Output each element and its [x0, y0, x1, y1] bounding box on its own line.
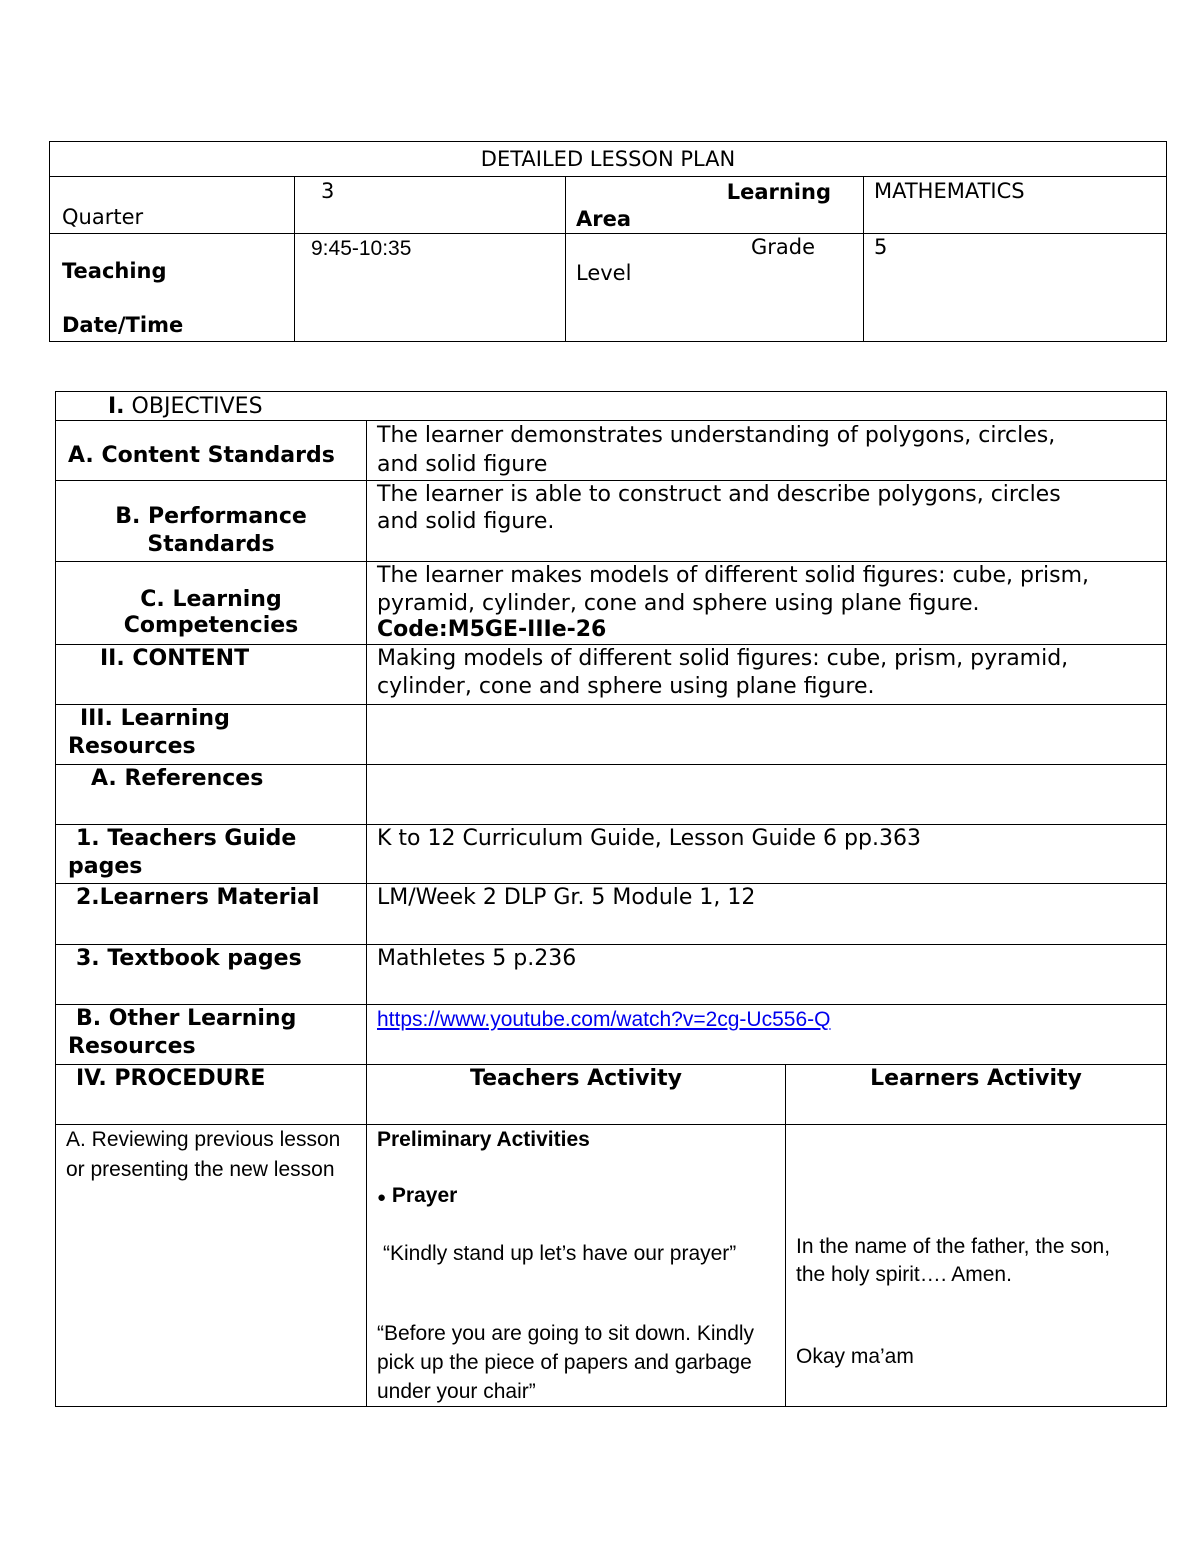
textbook-value-cell	[367, 945, 1167, 1005]
textbook-label-cell	[56, 945, 367, 1005]
performance-line-2: and solid figure.	[377, 509, 555, 534]
teaching-label-1: Teaching	[62, 259, 167, 283]
learners-material-value-cell	[367, 884, 1167, 945]
learning-area-value: MATHEMATICS	[874, 179, 1025, 203]
lesson-plan-title: DETAILED LESSON PLAN	[480, 147, 736, 171]
teacher-garbage-line-1: “Before you are going to sit down. Kindly	[377, 1322, 755, 1345]
teachers-activity-cell	[367, 1125, 786, 1407]
resources-label-cell	[56, 705, 367, 765]
teaching-value-cell	[295, 234, 566, 342]
performance-value-cell	[367, 481, 1167, 562]
grade-label-2: Level	[576, 261, 632, 285]
procedure-label-cell	[56, 1065, 367, 1125]
learners-activity-header-cell	[786, 1065, 1167, 1125]
learners-activity-cell	[786, 1125, 1167, 1407]
competencies-label-1: C. Learning	[140, 587, 282, 612]
quarter-value-cell	[295, 177, 566, 234]
learner-prayer-line-2: the holy spirit…. Amen.	[796, 1263, 1012, 1286]
content-standards-line-2: and solid figure	[377, 452, 548, 477]
quarter-value: 3	[321, 179, 335, 203]
textbook-value: Mathletes 5 p.236	[377, 946, 577, 971]
performance-label-1: B. Performance	[115, 504, 307, 529]
grade-label-cell	[566, 234, 864, 342]
performance-label-2: Standards	[147, 532, 275, 557]
content-label: II. CONTENT	[100, 646, 250, 671]
lesson-plan-table	[55, 391, 1167, 1407]
learners-material-value: LM/Week 2 DLP Gr. 5 Module 1, 12	[377, 885, 756, 910]
content-line-2: cylinder, cone and sphere using plane figure.	[377, 674, 875, 699]
teachers-guide-label-1: 1. Teachers Guide	[76, 826, 297, 851]
content-value-cell	[367, 645, 1167, 705]
teachers-guide-value-cell	[367, 825, 1167, 884]
step-a-label-1: A. Reviewing previous lesson	[66, 1128, 341, 1151]
teacher-garbage-line-2: pick up the piece of papers and garbage	[377, 1351, 752, 1374]
learning-area-value-cell	[864, 177, 1167, 234]
learning-area-label-2: Area	[576, 207, 632, 231]
content-standards-value-cell	[367, 421, 1167, 481]
learning-area-label-1: Learning	[726, 180, 831, 204]
references-empty-cell	[367, 765, 1167, 825]
learners-activity-header: Learners Activity	[870, 1066, 1082, 1091]
lesson-plan-title-cell	[50, 142, 1167, 177]
objectives-header-cell	[56, 392, 1167, 421]
content-label-cell	[56, 645, 367, 705]
references-label-cell	[56, 765, 367, 825]
performance-line-1: The learner is able to construct and describe polygons, circles	[377, 482, 1061, 507]
resources-label-1: III. Learning	[80, 706, 230, 731]
other-resources-value-cell	[367, 1005, 1167, 1065]
competencies-label-2: Competencies	[123, 613, 299, 638]
content-standards-label-cell	[56, 421, 367, 481]
learning-area-label-cell	[566, 177, 864, 234]
learners-material-label-cell	[56, 884, 367, 945]
teachers-activity-header-cell	[367, 1065, 786, 1125]
resources-empty-cell	[367, 705, 1167, 765]
competencies-line-1: The learner makes models of different solid figures: cube, prism,	[377, 563, 1090, 588]
learners-material-label: 2.Learners Material	[76, 885, 320, 910]
teaching-label-2: Date/Time	[62, 313, 184, 337]
preliminary-activities: Preliminary Activities	[377, 1128, 590, 1151]
competencies-code: Code:M5GE-IIIe-26	[377, 617, 607, 642]
content-standards-label: A. Content Standards	[68, 443, 335, 468]
competencies-value-cell	[367, 562, 1167, 645]
performance-label-cell	[56, 481, 367, 562]
procedure-label: IV. PROCEDURE	[76, 1066, 266, 1091]
learner-prayer-line-1: In the name of the father, the son,	[796, 1235, 1111, 1258]
learner-garbage-text: Okay ma’am	[796, 1345, 914, 1368]
prayer-item	[377, 1181, 785, 1213]
step-a-label-cell	[56, 1125, 367, 1407]
teachers-guide-label-2: pages	[68, 854, 143, 879]
content-standards-line-1: The learner demonstrates understanding of polygons, circles,	[377, 423, 1056, 448]
competencies-line-2: pyramid, cylinder, cone and sphere using plane figure.	[377, 591, 980, 616]
competencies-label-cell	[56, 562, 367, 645]
quarter-label: Quarter	[62, 205, 144, 229]
other-resources-label-1: B. Other Learning	[76, 1006, 297, 1031]
youtube-link[interactable]: https://www.youtube.com/watch?v=2cg-Uc556-Q	[377, 1008, 831, 1031]
bullet-icon: ●	[377, 1189, 387, 1206]
other-resources-label-cell	[56, 1005, 367, 1065]
content-line-1: Making models of different solid figures: cube, prism, pyramid,	[377, 646, 1069, 671]
resources-label-2: Resources	[68, 734, 196, 759]
teachers-activity-header: Teachers Activity	[470, 1066, 682, 1091]
prayer-label: Prayer	[391, 1184, 458, 1207]
teacher-garbage-line-3: under your chair”	[377, 1380, 536, 1403]
teacher-prayer-text: “Kindly stand up let’s have our prayer”	[383, 1242, 737, 1265]
objectives-section-title: OBJECTIVES	[131, 393, 263, 419]
references-label: A. References	[91, 766, 264, 791]
step-a-label-2: or presenting the new lesson	[66, 1158, 335, 1181]
objectives-section-num: I.	[108, 393, 125, 419]
grade-value-cell	[864, 234, 1167, 342]
textbook-label: 3. Textbook pages	[76, 946, 302, 971]
teachers-guide-label-cell	[56, 825, 367, 884]
header-table	[49, 141, 1167, 342]
teachers-guide-value: K to 12 Curriculum Guide, Lesson Guide 6 pp.363	[377, 826, 921, 851]
other-resources-label-2: Resources	[68, 1034, 196, 1059]
grade-label-1: Grade	[750, 235, 815, 259]
grade-value: 5	[874, 235, 888, 259]
teaching-label-cell	[50, 234, 295, 342]
teaching-value: 9:45-10:35	[311, 237, 412, 260]
quarter-label-cell	[50, 177, 295, 234]
